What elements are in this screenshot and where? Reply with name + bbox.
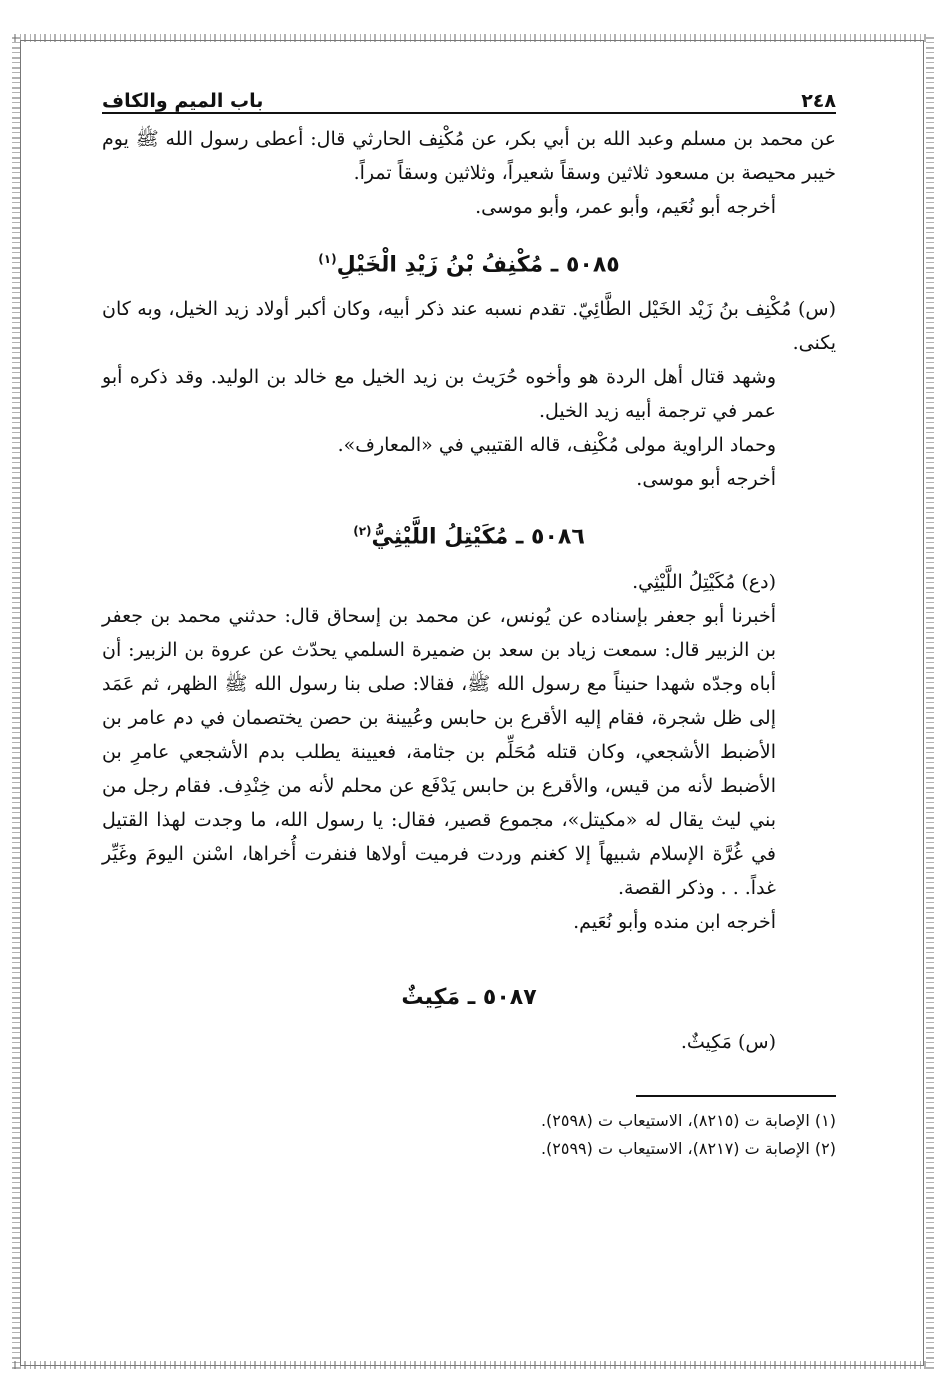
entry-title-text: ٥٠٨٧ ـ مَكِيثٌ — [401, 984, 537, 1010]
paragraph: عن محمد بن مسلم وعبد الله بن أبي بكر، عن مُكْنِف الحارثي قال: أعطى رسول الله ﷺ يوم خيبر محيصة بن مسعود ثلاثين وسقاً شعيراً، وثلاثين وسقاً تمراً. — [102, 128, 836, 184]
paragraph: وحماد الراوية مولى مُكْنِف، قاله القتيبي في «المعارف». — [337, 434, 776, 457]
paragraph: أخبرنا أبو جعفر بإسناده عن يُونس، عن محمد بن إسحاق قال: حدثني محمد بن جعفر بن الزبير قال: سمعت زياد بن سعد بن ضميرة السلمي يحدّث عن عروة بن الزبير: أن أباه وجدّه شهدا حنيناً مع رسول الله ﷺ، فقالا: صلى بنا رسول الله ﷺ الظهر، ثم عَمَد إلى ظل شجرة، فقام إليه الأقرع بن حابس وعُيينة بن حصن يختصمان في دم عامر بن الأضبط الأشجعي، وكان قتله مُحَلِّم بن جثامة، فعيينة يطلب بدم الأشجعي عامرِ بن الأضبط لأنه من قيس، والأقرع بن حابس يَدْفَع عن محلم لأنه من خِنْدِف. فقام رجل من بني ليث يقال له «مكيتل»، مجموع قصير، فقال: يا رسول الله، ما وجدت لهذا القتيل في غُرَّة الإسلام شبيهاً إلا كغنم وردت فرميت أولاها فنفرت أُخراها، اسْنن اليومَ وغَيِّر غداً. . . وذكر القصة. — [102, 604, 776, 899]
page-content — [102, 82, 836, 1332]
footnote-divider — [636, 1095, 836, 1097]
footnote-marker: (١) — [318, 252, 337, 266]
entry-title-text: ٥٠٨٥ ـ مُكْنِفُ بْنُ زَيْدِ الْخَيْلِ — [336, 252, 620, 278]
paragraph: وشهد قتال أهل الردة هو وأخوه حُرَيث بن زيد الخيل مع خالد بن الوليد. وقد ذكره أبو عمر في ترجمة أبيه زيد الخيل. — [102, 366, 776, 423]
paragraph: أخرجه أبو نُعَيم، وأبو عمر، وأبو موسى. — [475, 196, 776, 218]
footnotes — [102, 1107, 836, 1163]
paragraph: (س) مَكِيثٌ. — [680, 1030, 776, 1053]
footnote: (٢) الإصابة ت (٨٢١٧)، الاستيعاب ت (٢٥٩٩). — [540, 1138, 836, 1158]
entry-title-5085 — [102, 242, 836, 282]
footnote: (١) الإصابة ت (٨٢١٥)، الاستيعاب ت (٢٥٩٨). — [540, 1110, 836, 1130]
footnote-marker: (٢) — [353, 524, 372, 539]
page-header — [102, 82, 836, 114]
frame-border-right — [926, 34, 934, 1369]
paragraph: أخرجه أبو موسى. — [636, 468, 776, 491]
paragraph: (س) مُكْنِف بنُ زَيْد الخَيْل الطَّائِيّ. تقدم نسبه عند ذكر أبيه، وكان أكبر أولاد زيد الخيل، وبه كان يكنى. — [102, 298, 836, 355]
entry-title-5086 — [102, 514, 836, 554]
entry-title-5087 — [102, 981, 836, 1015]
main-text — [102, 122, 836, 1059]
page-number: ٢٤٨ — [801, 90, 836, 112]
paragraph: أخرجه ابن منده وأبو نُعَيم. — [573, 910, 776, 933]
chapter-title: باب الميم والكاف — [102, 90, 264, 112]
paragraph: (دع) مُكَيْتِلُ اللَّيْثِي. — [632, 570, 776, 593]
entry-title-text: ٥٠٨٦ ـ مُكَيْتِلُ اللَّيْثِيُّ — [371, 524, 585, 550]
frame-border-left — [12, 34, 20, 1369]
